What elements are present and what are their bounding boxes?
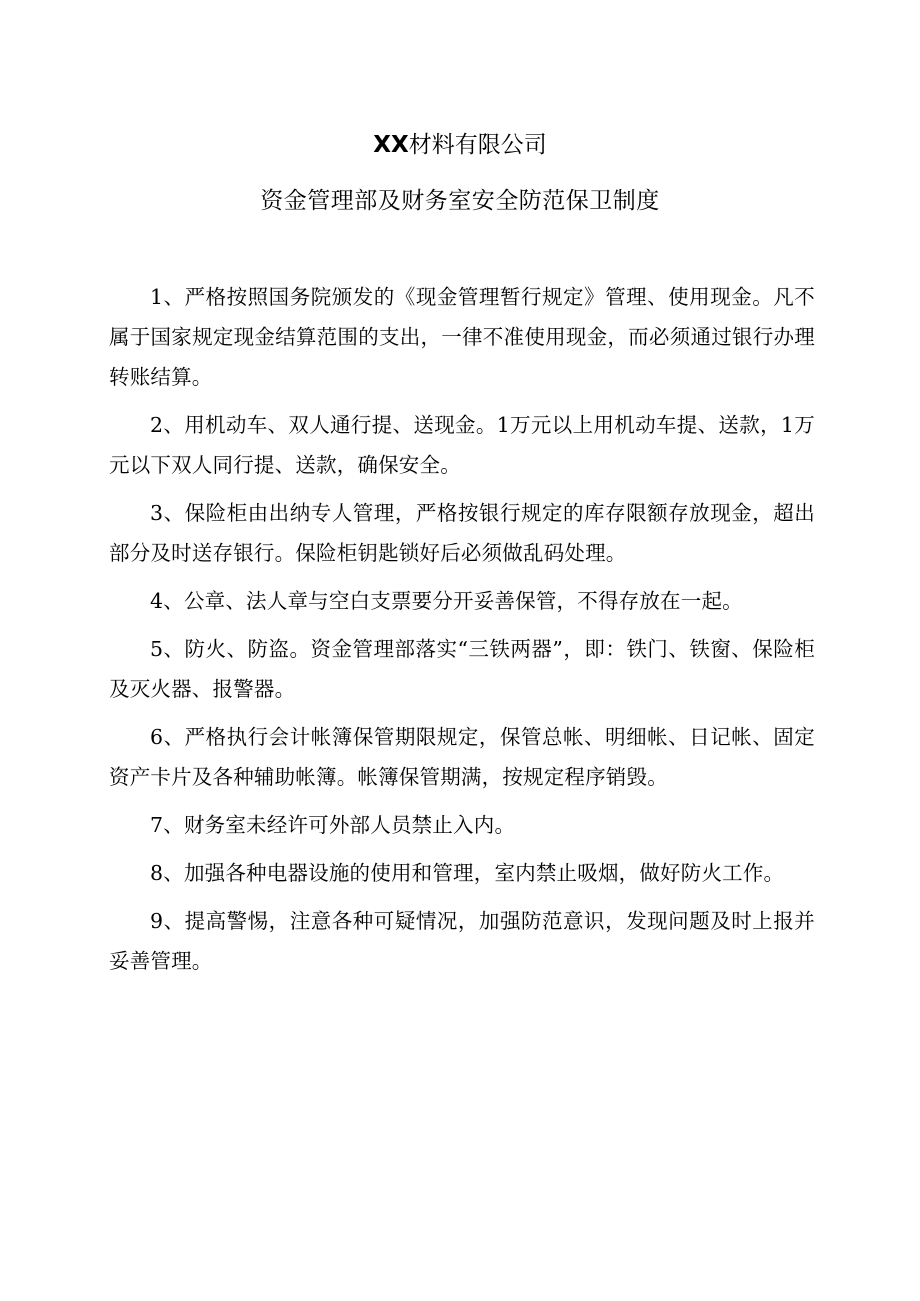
rule-paragraph: 1、严格按照国务院颁发的《现金管理暂行规定》管理、使用现金。凡不属于国家规定现金结算范围的支出，一律不准使用现金，而必须通过银行办理转账结算。 [109,285,815,389]
company-prefix: XX [373,132,409,158]
company-suffix: 材料有限公司 [408,132,547,158]
rule-paragraph: 9、提高警惕，注意各种可疑情况，加强防范意识，发现问题及时上报并妥善管理。 [109,909,815,973]
rule-paragraph: 2、用机动车、双人通行提、送现金。1万元以上用机动车提、送款，1万元以下双人同行提、送款，确保安全。 [109,413,815,477]
document-title: 资金管理部及财务室安全防范保卫制度 [260,188,660,214]
rule-paragraph: 4、公章、法人章与空白支票要分开妥善保管，不得存放在一起。 [150,589,743,613]
rule-paragraph: 8、加强各种电器设施的使用和管理，室内禁止吸烟，做好防火工作。 [150,861,785,885]
rules-list [109,277,815,989]
rule-paragraph: 6、严格执行会计帐簿保管期限规定，保管总帐、明细帐、日记帐、固定资产卡片及各种辅助帐簿。帐簿保管期满，按规定程序销毁。 [109,725,815,789]
rule-paragraph: 7、财务室未经许可外部人员禁止入内。 [150,813,516,837]
rule-paragraph: 3、保险柜由出纳专人管理，严格按银行规定的库存限额存放现金，超出部分及时送存银行。保险柜钥匙锁好后必须做乱码处理。 [109,501,815,565]
rule-paragraph: 5、防火、防盗。资金管理部落实“三铁两器”，即：铁门、铁窗、保险柜及灭火器、报警器。 [109,637,815,701]
company-name [0,127,920,163]
